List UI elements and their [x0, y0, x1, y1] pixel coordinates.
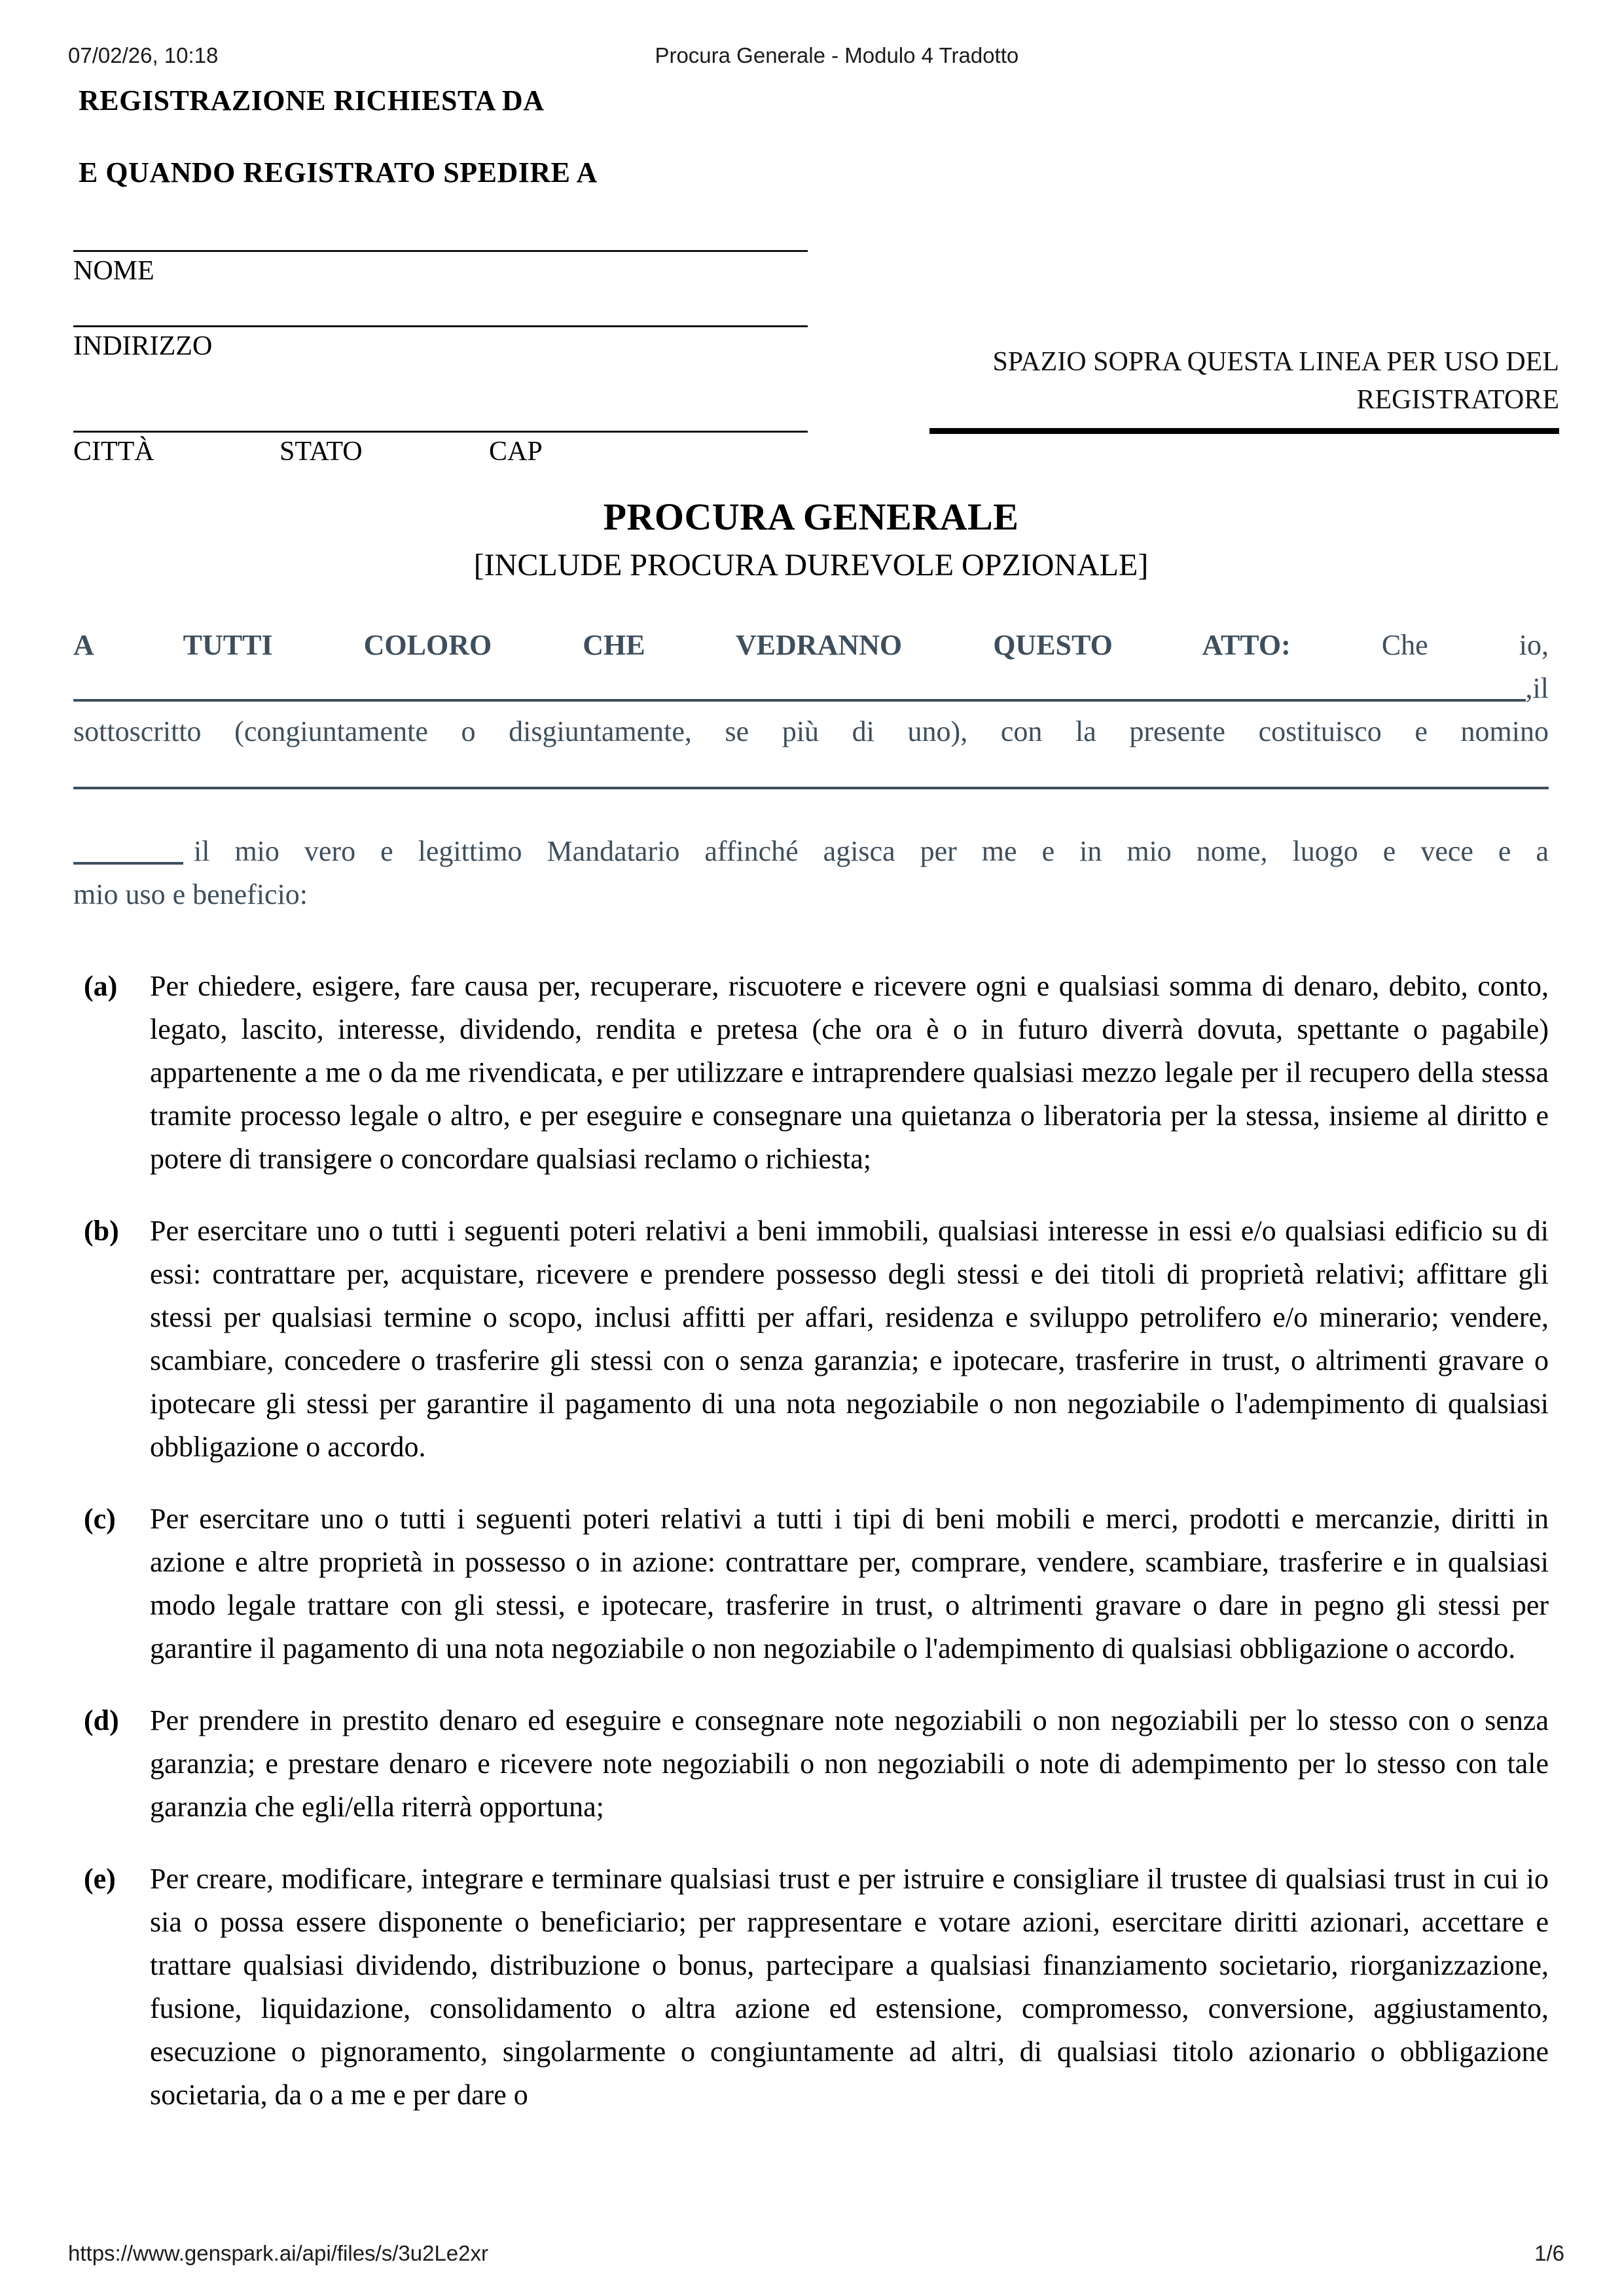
clause-a-marker: (a)	[84, 970, 118, 1002]
clause-d-text: Per prendere in prestito denaro ed eseguire e consegnare note negoziabili o non negoziabili per lo stesso con o senza garanzia; e prestare denaro e ricevere note negoziabili o non negoziabili o note di adempimento per lo stesso con tale garanzia che egli/ella riterrà opportuna;	[150, 1704, 1549, 1823]
intro-word-il: il	[1532, 672, 1549, 704]
title-block	[73, 495, 1549, 584]
name-field-row	[73, 250, 808, 287]
intro-principal-name-line	[73, 667, 1549, 710]
clause-c-marker: (c)	[84, 1503, 116, 1535]
clause-b-row	[73, 1210, 1549, 1469]
intro-line6: mio uso e beneficio:	[73, 878, 308, 910]
print-footer-page-indicator: 1/6	[1534, 2241, 1564, 2265]
name-label: NOME	[73, 256, 154, 286]
clause-d-marker: (d)	[84, 1704, 119, 1736]
intro-paragraph	[73, 624, 1549, 916]
intro-opening-bold: A TUTTI COLORO CHE VEDRANNO QUESTO ATTO:	[73, 629, 1291, 661]
city-state-zip-field-row	[73, 431, 808, 468]
intro-comma: ,	[1525, 672, 1533, 704]
zip-label: CAP	[489, 437, 543, 467]
address-field-row	[73, 325, 808, 363]
print-header-doc-title: Procura Generale - Modulo 4 Tradotto	[655, 43, 1019, 67]
recorder-note-line1: SPAZIO SOPRA QUESTA LINEA PER USO DEL	[992, 347, 1559, 377]
print-footer-url: https://www.genspark.ai/api/files/s/3u2Le2xr	[68, 2241, 489, 2265]
intro-line5-row	[73, 830, 1549, 873]
city-state-zip-blank-line	[73, 431, 808, 433]
clause-e-text: Per creare, modificare, integrare e terminare qualsiasi trust e per istruire e consigliare il trustee di qualsiasi trust in cui io sia o possa essere disponente o beneficiario; per rappresentare e votare azioni, esercitare diritti azionari, accettare e trattare qualsiasi dividendo, distribuzione o bonus, partecipare a qualsiasi finanziamento societario, riorganizzazione, fusione, liquidazione, consolidamento o altra azione ed estensione, compromesso, conversione, aggiustamento, esecuzione o pignoramento, singolarmente o congiuntamente ad altri, di qualsiasi titolo azionario o obbligazione societaria, da o a me e per dare o	[150, 1863, 1549, 2111]
agent-name-blank-line	[73, 787, 1549, 789]
intro-opening-line	[73, 624, 1549, 667]
clause-b-text: Per esercitare uno o tutti i seguenti poteri relativi a beni immobili, qualsiasi interesse in essi e/o qualsiasi edificio su di essi: contrattare per, acquistare, ricevere e prendere possesso degli stessi e dei titoli di proprietà relativi; affittare gli stessi per qualsiasi termine o scopo, inclusi affitti per affari, residenza e sviluppo petrolifero e/o minerario; vendere, scambiare, concedere o trasferire gli stessi con o senza garanzia; e ipotecare, trasferire in trust, o altrimenti gravare o ipotecare gli stessi per garantire il pagamento di una nota negoziabile o non negoziabile o l'adempimento di qualsiasi obbligazione o accordo.	[150, 1215, 1549, 1463]
recorder-note-block	[929, 343, 1559, 434]
city-label: CITTÀ	[73, 437, 154, 467]
principal-name-blank-line	[73, 699, 1526, 702]
short-blank-line	[73, 862, 183, 865]
recording-requested-heading: REGISTRAZIONE RICHIESTA DA	[79, 84, 545, 117]
clause-b-marker: (b)	[84, 1215, 119, 1247]
clause-e-row	[73, 1857, 1549, 2117]
city-state-zip-labels	[73, 435, 808, 468]
intro-opening-rest: Che io,	[1381, 629, 1549, 661]
clause-a-text: Per chiedere, esigere, fare causa per, recuperare, riscuotere e ricevere ogni e qualsiasi somma di denaro, debito, conto, legato, lascito, interesse, dividendo, rendita e pretesa (che ora è o in futuro diverrà dovuta, spettante o pagabile) appartenente a me o da me rivendicata, e per utilizzare e intraprendere qualsiasi mezzo legale per il recupero della stessa tramite processo legale o altro, e per eseguire e consegnare una quietanza o liberatoria per la stessa, insieme al diritto e potere di transigere o concordare qualsiasi reclamo o richiesta;	[150, 970, 1549, 1175]
address-blank-line	[73, 325, 808, 327]
clause-c-text: Per esercitare uno o tutti i seguenti poteri relativi a tutti i tipi di beni mobili e merci, prodotti e mercanzie, diritti in azione e altre proprietà in possesso o in azione: contrattare per, comprare, vendere, scambiare, trasferire e in qualsiasi modo legale trattare con gli stessi, e ipotecare, trasferire in trust, o altrimenti gravare o dare in pegno gli stessi per garantire il pagamento di una nota negoziabile o non negoziabile o l'adempimento di qualsiasi obbligazione o accordo.	[150, 1503, 1549, 1664]
document-main-title: PROCURA GENERALE	[603, 495, 1019, 538]
recorder-note-line2: REGISTRATORE	[1356, 385, 1559, 415]
name-blank-line	[73, 250, 808, 252]
intro-line5-text: il mio vero e legittimo Mandatario affinché agisca per me e in mio nome, luogo e vece e a	[194, 835, 1549, 867]
intro-line3: sottoscritto (congiuntamente o disgiuntamente, se più di uno), con la presente costituisco e nomino	[73, 715, 1549, 747]
intro-agent-name-row	[73, 787, 1549, 830]
document-subtitle: [INCLUDE PROCURA DUREVOLE OPZIONALE]	[473, 548, 1149, 583]
clause-d-row	[73, 1699, 1549, 1829]
clause-c-row	[73, 1498, 1549, 1670]
recorder-rule	[929, 428, 1559, 434]
clause-a-row	[73, 965, 1549, 1181]
state-label: STATO	[279, 437, 363, 467]
clause-e-marker: (e)	[84, 1863, 116, 1895]
when-recorded-mail-heading: E QUANDO REGISTRATO SPEDIRE A	[79, 156, 598, 188]
address-label: INDIRIZZO	[73, 331, 213, 361]
print-header-datetime: 07/02/26, 10:18	[68, 43, 219, 67]
